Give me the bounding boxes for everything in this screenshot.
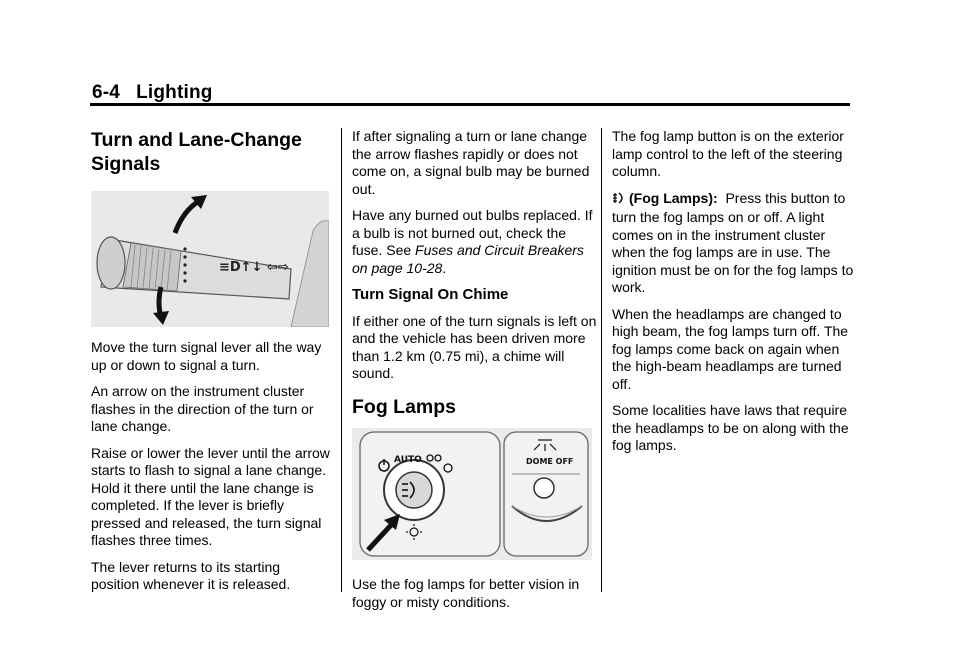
page-header <box>92 82 213 104</box>
paragraph: If either one of the turn signals is left on and the vehicle has been driven more than 1.2 km (0.75 mi), a chime will sound. <box>352 312 597 381</box>
paragraph: An arrow on the instrument cluster flashes in the direction of the turn or lane change. <box>91 383 314 434</box>
paragraph: When the headlamps are changed to high beam, the fog lamps turn off. The fog lamps come back on again when the high-beam headlamps are turned off. <box>612 305 849 392</box>
column-divider <box>341 128 342 592</box>
column-middle <box>352 128 597 620</box>
fog-lamp-control-drawing <box>352 428 592 560</box>
fog-lamps-label: (Fog Lamps): <box>629 189 718 206</box>
paragraph: Raise or lower the lever until the arrow starts to flash to signal a lane change. Hold it there until the lane change is completed. If the lever is briefly pressed and released, the turn signal flashes three times. <box>91 444 330 548</box>
fog-lamps-title: Fog Lamps <box>352 395 457 418</box>
turn-signal-lever-drawing <box>91 191 329 327</box>
cross-reference-link[interactable]: Fuses and Circuit Breakers on page 10-28 <box>352 242 584 276</box>
section-number: 6-4 <box>92 82 121 103</box>
chime-title: Turn Signal On Chime <box>352 286 509 303</box>
column-right <box>612 128 858 464</box>
lever-icon-marks: ≡D↑↓ ⇦⇨ <box>219 260 289 275</box>
column-left <box>91 128 331 603</box>
turn-signals-title: Turn and Lane-Change Signals <box>91 129 302 175</box>
paragraph: Move the turn signal lever all the way up or down to signal a turn. <box>91 339 322 373</box>
dome-off-label: DOME OFF <box>526 457 574 466</box>
section-name: Lighting <box>136 82 213 103</box>
paragraph: The fog lamp button is on the exterior lamp control to the left of the steering column. <box>612 128 844 179</box>
auto-label: AUTO <box>394 455 422 465</box>
paragraph: Some localities have laws that require the headlamps to be on along with the fog lamps. <box>612 402 849 453</box>
fog-lamp-icon <box>612 191 626 210</box>
header-rule <box>90 103 850 106</box>
column-divider <box>601 128 602 592</box>
figure-caption: Use the fog lamps for better vision in foggy or misty conditions. <box>352 576 580 610</box>
paragraph: (Fog Lamps): Press this button to turn the fog lamps on or off. A light comes on in the instrument cluster when the fog lamps are in use. The ignition must be on for the fog lamps to work. <box>612 189 854 295</box>
paragraph: The lever returns to its starting position whenever it is released. <box>91 558 291 592</box>
fog-lamp-control-illustration <box>352 428 592 560</box>
turn-signal-lever-illustration <box>91 191 329 327</box>
paragraph: If after signaling a turn or lane change the arrow flashes rapidly or does not come on, a signal bulb may be burned out. <box>352 128 590 197</box>
paragraph: Have any burned out bulbs replaced. If a bulb is not burned out, check the fuse. See Fuses and Circuit Breakers on page 10-28. <box>352 207 593 276</box>
